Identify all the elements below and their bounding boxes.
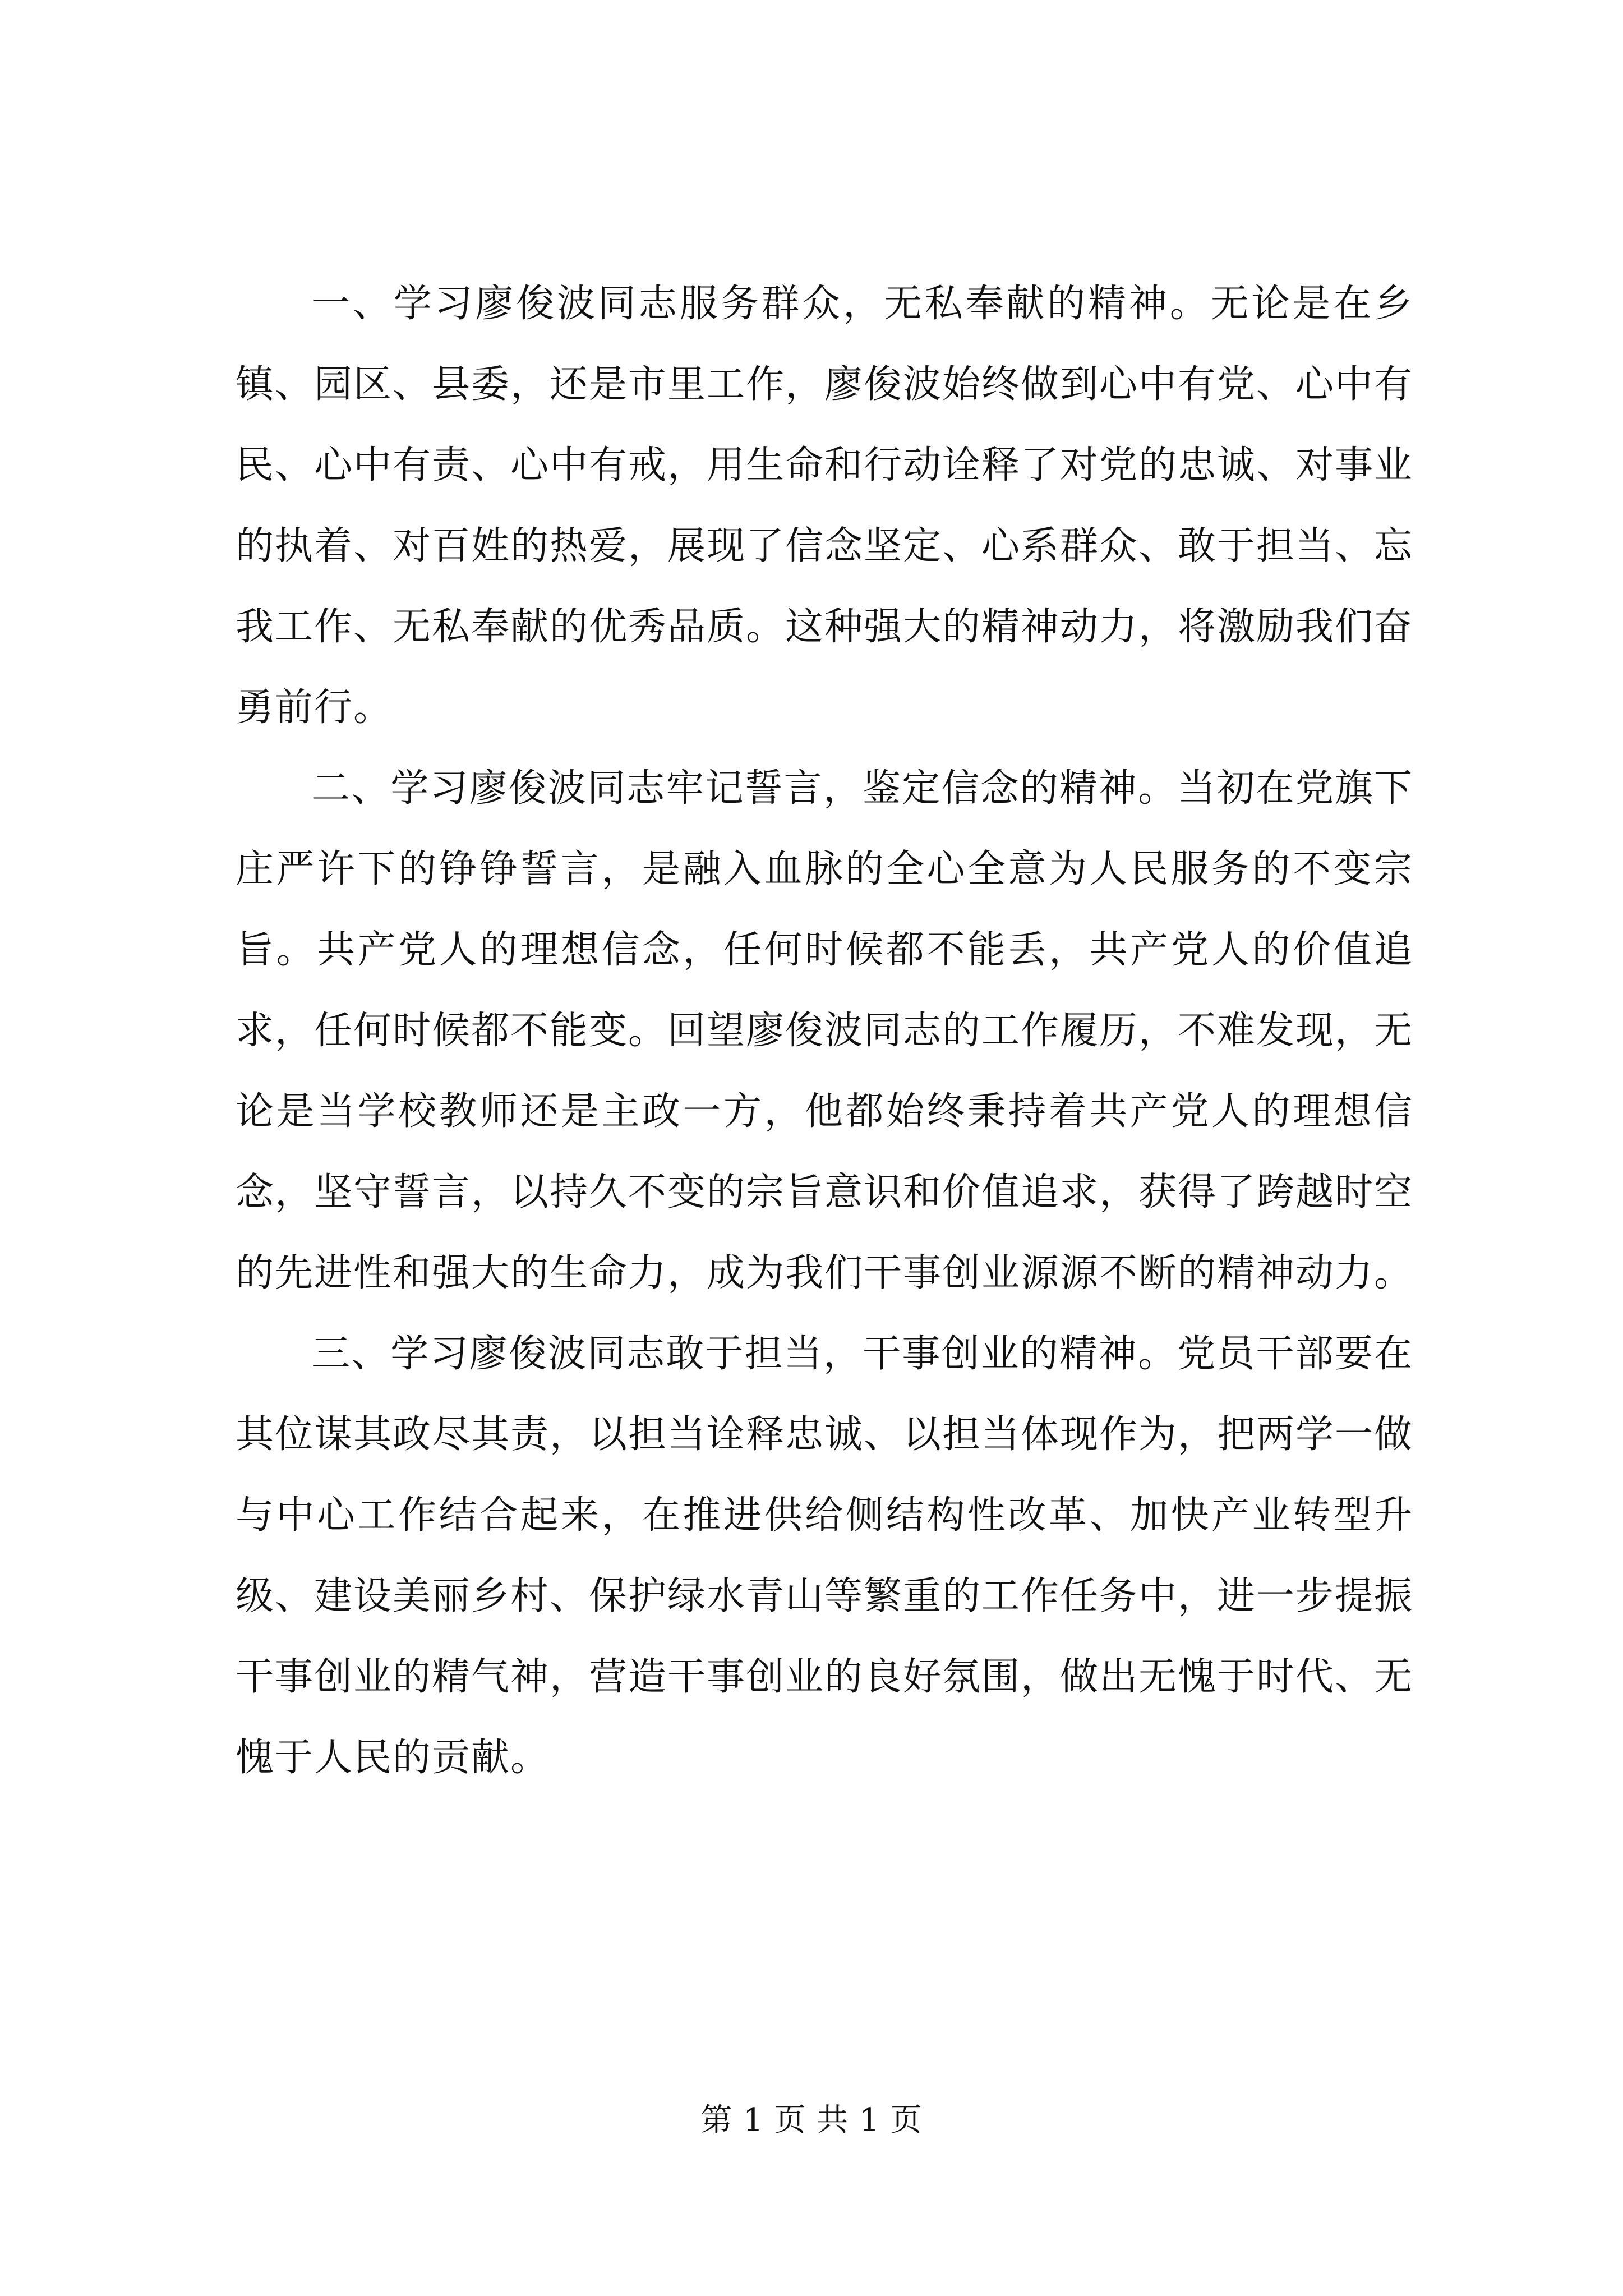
paragraph-2: 二、学习廖俊波同志牢记誓言，鉴定信念的精神。当初在党旗下庄严许下的铮铮誓言，是融入血脉的全心全意为人民服务的不变宗旨。共产党人的理想信念，任何时候都不能丢，共产党人的价值追求，任何时候都不能变。回望廖俊波同志的工作履历，不难发现，无论是当学校教师还是主政一方，他都始终秉持着共产党人的理想信念，坚守誓言，以持久不变的宗旨意识和价值追求，获得了跨越时空的先进性和强大的生命力，成为我们干事创业源源不断的精神动力。	[236, 766, 1414, 1295]
paragraph-3: 三、学习廖俊波同志敢于担当，干事创业的精神。党员干部要在其位谋其政尽其责，以担当诠释忠诚、以担当体现作为，把两学一做与中心工作结合起来，在推进供给侧结构性改革、加快产业转型升级、建设美丽乡村、保护绿水青山等繁重的工作任务中，进一步提振干事创业的精气神，营造干事创业的良好氛围，做出无愧于时代、无愧于人民的贡献。	[236, 1332, 1414, 1780]
page-footer: 第 1 页 共 1 页	[700, 2102, 923, 2138]
paragraph-1: 一、学习廖俊波同志服务群众，无私奉献的精神。无论是在乡镇、园区、县委，还是市里工作，廖俊波始终做到心中有党、心中有民、心中有责、心中有戒，用生命和行动诠释了对党的忠诚、对事业的执着、对百姓的热爱，展现了信念坚定、心系群众、敢于担当、忘我工作、无私奉献的优秀品质。这种强大的精神动力，将激励我们奋勇前行。	[236, 282, 1414, 730]
document-body	[236, 264, 1413, 1798]
